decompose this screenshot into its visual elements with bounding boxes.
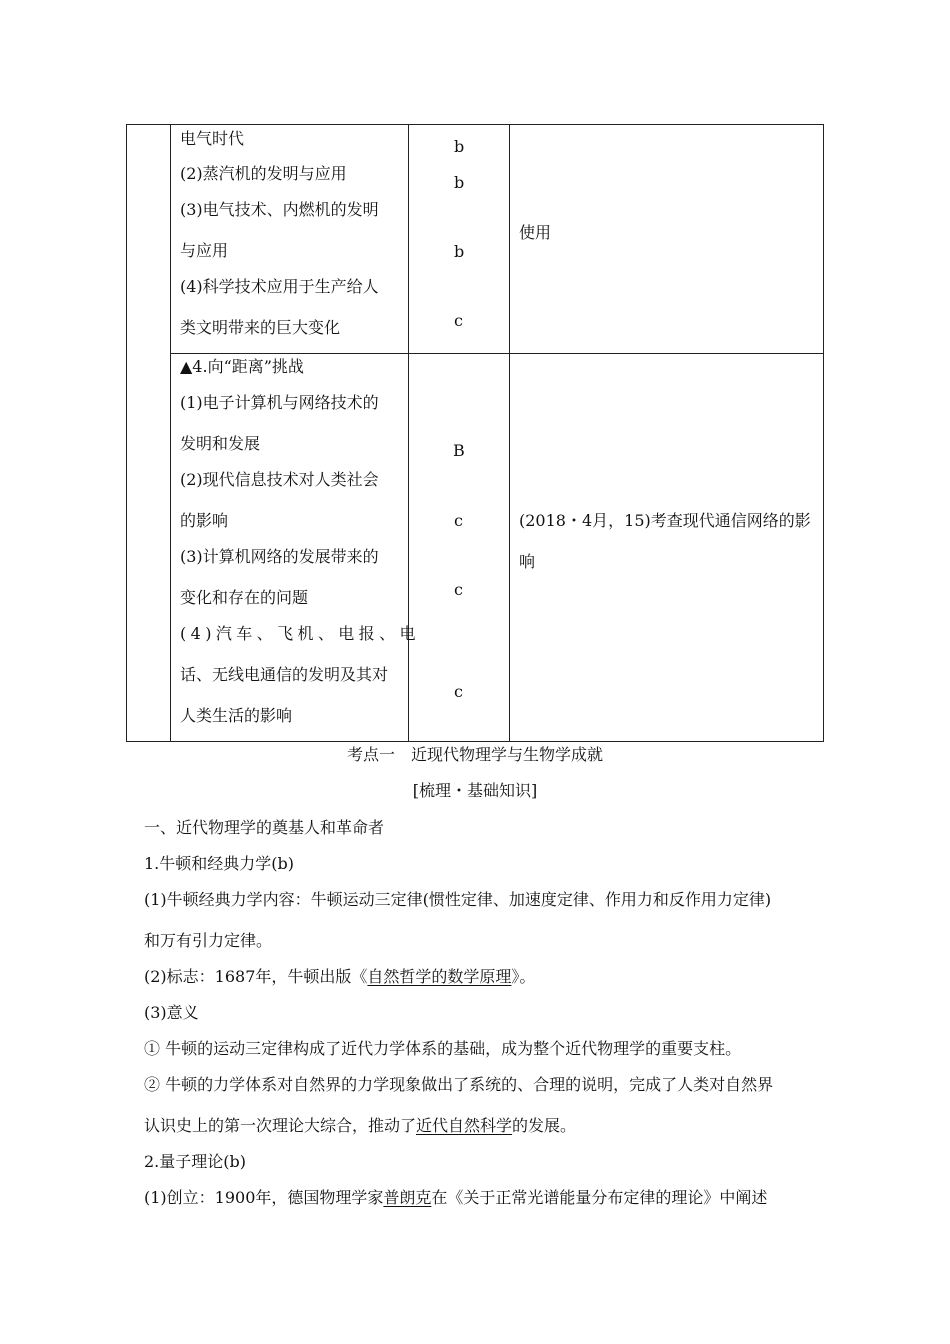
standards-table [126,124,824,742]
content-line: 变化和存在的问题 [180,588,309,607]
text-span: 在《关于正常光谱能量分布定律的理论》中阐述 [431,1188,768,1207]
underlined-term: 普朗克 [383,1188,432,1207]
level-cell: b [454,137,465,156]
text-span: 》。 [511,967,536,986]
content-line-text: (4)汽车、飞机、电报、电 [180,624,420,643]
content-line: (3)计算机网络的发展带来的 [180,547,379,566]
paragraph-line: ① 牛顿的运动三定律构成了近代力学体系的基础，成为整个近代物理学的重要支柱。 [144,1039,742,1058]
subheading: 2.量子理论(b) [144,1152,246,1171]
content-line: (2)蒸汽机的发明与应用 [180,164,347,183]
content-line: (1)电子计算机与网络技术的 [180,393,379,412]
paragraph-line: 和万有引力定律。 [144,931,273,950]
section-title: 考点一 近现代物理学与生物学成就 [346,745,603,764]
content-line [180,624,420,644]
content-line: 电气时代 [180,129,245,148]
level-cell: c [454,511,463,530]
text-span: (2)标志：1687年，牛顿出版《 [144,967,368,986]
table-column-divider [408,125,409,741]
note-cell: 使用 [519,223,552,242]
paragraph-line: (1)牛顿经典力学内容：牛顿运动三定律(惯性定律、加速度定律、作用力和反作用力定律) [144,890,772,909]
text-span: 的发展。 [512,1116,577,1135]
underlined-term: 自然哲学的数学原理 [367,967,512,986]
paragraph-line: ② 牛顿的力学体系对自然界的力学现象做出了系统的、合理的说明，完成了人类对自然界 [144,1075,774,1094]
text-span: 认识史上的第一次理论大综合，推动了 [144,1116,417,1135]
content-line: ▲4.向“距离”挑战 [180,357,304,376]
paragraph-line: (3)意义 [144,1003,199,1022]
heading-level-1: 一、近代物理学的奠基人和革命者 [144,818,385,837]
table-column-divider [509,125,510,741]
section-subtitle: [梳理・基础知识] [412,781,538,800]
level-cell: c [454,580,463,599]
content-line: (3)电气技术、内燃机的发明 [180,200,379,219]
paragraph-line [144,1188,767,1208]
paragraph-line [144,967,535,987]
paragraph-line [144,1116,576,1136]
subheading: 1.牛顿和经典力学(b) [144,854,294,873]
level-cell: b [454,242,465,261]
content-line: 话、无线电通信的发明及其对 [180,665,389,684]
level-cell: c [454,682,463,701]
note-cell: (2018・4月，15)考查现代通信网络的影 [519,511,811,530]
level-cell: c [454,311,463,330]
level-cell: b [454,173,465,192]
underlined-term: 近代自然科学 [416,1116,513,1135]
text-span: (1)创立：1900年，德国物理学家 [144,1188,384,1207]
content-line: 类文明带来的巨大变化 [180,318,341,337]
level-cell: B [453,441,465,460]
table-column-divider [170,125,171,741]
content-line: 人类生活的影响 [180,706,293,725]
content-line: 发明和发展 [180,434,261,453]
content-line: (4)科学技术应用于生产给人 [180,277,379,296]
content-line: 与应用 [180,241,229,260]
note-cell: 响 [519,552,536,571]
content-line: (2)现代信息技术对人类社会 [180,470,379,489]
table-row-divider [170,353,823,354]
content-line: 的影响 [180,511,229,530]
